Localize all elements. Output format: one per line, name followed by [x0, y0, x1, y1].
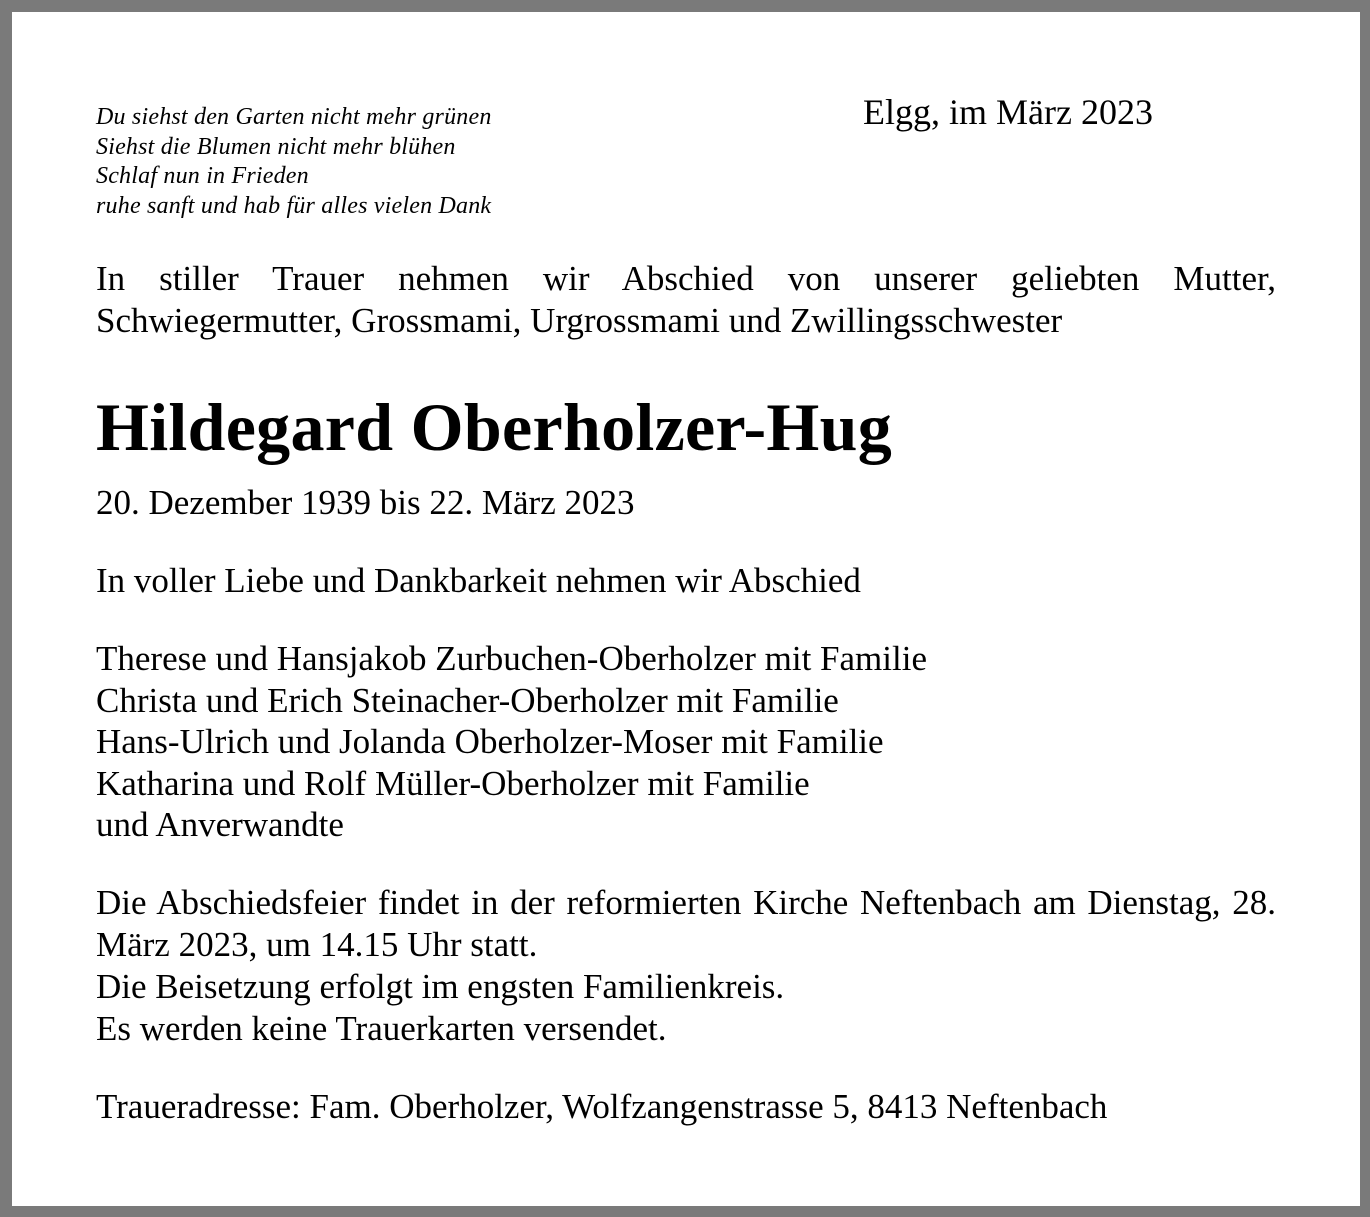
mourning-address: Traueradresse: Fam. Oberholzer, Wolfzangenstrasse 5, 8413 Neftenbach — [96, 1087, 1108, 1126]
place-and-date: Elgg, im März 2023 — [863, 92, 1153, 132]
mourner-entry: Christa und Erich Steinacher-Oberholzer mit Familie — [96, 680, 839, 720]
ceremony-burial: Die Beisetzung erfolgt im engsten Familienkreis. — [96, 967, 785, 1006]
mourner-entry: Hans-Ulrich und Jolanda Oberholzer-Moser mit Familie — [96, 722, 884, 761]
poem-line: Schlaf nun in Frieden — [96, 163, 309, 189]
memorial-poem — [96, 103, 492, 221]
farewell-text: In voller Liebe und Dankbarkeit nehmen wir Abschied — [96, 561, 861, 600]
ceremony-service: Die Abschiedsfeier findet in der reformierten Kirche Neftenbach am Dienstag, 28. März 2023, um 14.15 Uhr statt. — [96, 883, 1276, 964]
obituary-notice — [12, 12, 1360, 1206]
poem-line: Du siehst den Garten nicht mehr grünen — [96, 104, 492, 130]
mourner-entry: Katharina und Rolf Müller-Oberholzer mit Familie — [96, 763, 810, 803]
mourners-list — [96, 638, 927, 846]
ceremony-cards: Es werden keine Trauerkarten versendet. — [96, 1009, 667, 1048]
poem-line: ruhe sanft und hab für alles vielen Dank — [96, 192, 492, 219]
deceased-name: Hildegard Oberholzer-Hug — [96, 389, 893, 465]
mourner-entry: Therese und Hansjakob Zurbuchen-Oberholzer mit Familie — [96, 639, 927, 678]
intro-text: In stiller Trauer nehmen wir Abschied von unserer geliebten Mutter, Schwiegermutter, Grossmami, Urgrossmami und Zwillingsschwester — [96, 259, 1276, 340]
life-dates: 20. Dezember 1939 bis 22. März 2023 — [96, 483, 635, 522]
mourner-entry: und Anverwandte — [96, 805, 344, 844]
poem-line: Siehst die Blumen nicht mehr blühen — [96, 133, 456, 160]
ceremony-details — [96, 882, 1276, 1050]
